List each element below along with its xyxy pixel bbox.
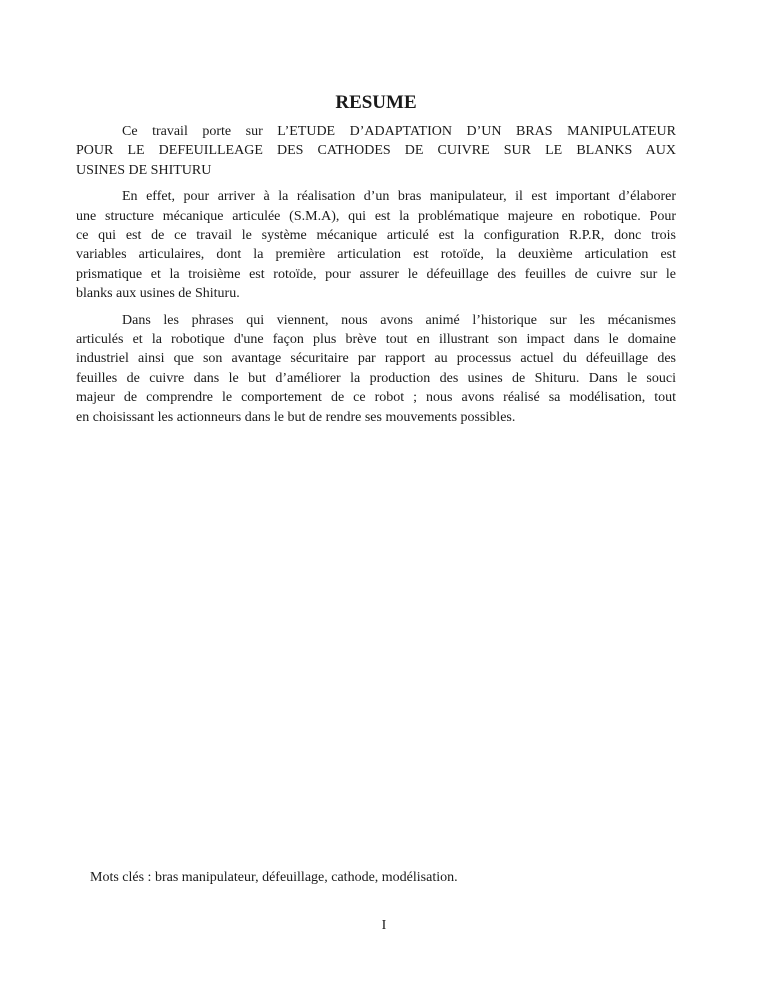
text-line: industriel ainsi que son avantage sécuritaire par rapport au processus actuel du défeuillage des bbox=[76, 351, 676, 367]
text-line: feuilles de cuivre dans le but d’améliorer la production des usines de Shituru. Dans le souci bbox=[76, 370, 676, 386]
text-line: ce qui est de ce travail le système mécanique articulé est la configuration R.P.R, donc trois bbox=[76, 228, 676, 244]
page-title: RESUME bbox=[335, 92, 417, 113]
paragraph bbox=[76, 311, 676, 427]
text-line: USINES DE SHITURU bbox=[76, 162, 212, 178]
text-line: Dans les phrases qui viennent, nous avons animé l’historique sur les mécanismes bbox=[122, 312, 676, 328]
text-line: articulés et la robotique d'une façon plus brève tout en illustrant son impact dans le domaine bbox=[76, 332, 676, 348]
abstract-content bbox=[76, 92, 676, 434]
paragraph bbox=[76, 122, 676, 180]
text-line: prismatique et la troisième est rotoïde, pour assurer le défeuillage des feuilles de cuivre sur le bbox=[76, 266, 676, 282]
text-line: majeur de comprendre le comportement de ce robot ; nous avons réalisé sa modélisation, tout bbox=[76, 390, 676, 406]
text-line: une structure mécanique articulée (S.M.A), qui est la problématique majeure en robotique. Pour bbox=[76, 208, 676, 224]
abstract-paragraphs bbox=[76, 122, 676, 427]
text-line: variables articulaires, dont la première articulation est rotoïde, la deuxième articulation est bbox=[76, 247, 676, 263]
keywords-line: Mots clés : bras manipulateur, défeuillage, cathode, modélisation. bbox=[90, 870, 458, 885]
text-line: En effet, pour arriver à la réalisation d’un bras manipulateur, il est important d’élaborer bbox=[122, 189, 676, 205]
text-line: blanks aux usines de Shituru. bbox=[76, 286, 240, 302]
paragraph bbox=[76, 187, 676, 303]
text-line: Ce travail porte sur L’ETUDE D’ADAPTATION D’UN BRAS MANIPULATEUR bbox=[122, 124, 676, 139]
text-line: POUR LE DEFEUILLEAGE DES CATHODES DE CUIVRE SUR LE BLANKS AUX bbox=[76, 143, 676, 159]
page-number: I bbox=[381, 918, 387, 933]
text-line: en choisissant les actionneurs dans le but de rendre ses mouvements possibles. bbox=[76, 409, 516, 425]
